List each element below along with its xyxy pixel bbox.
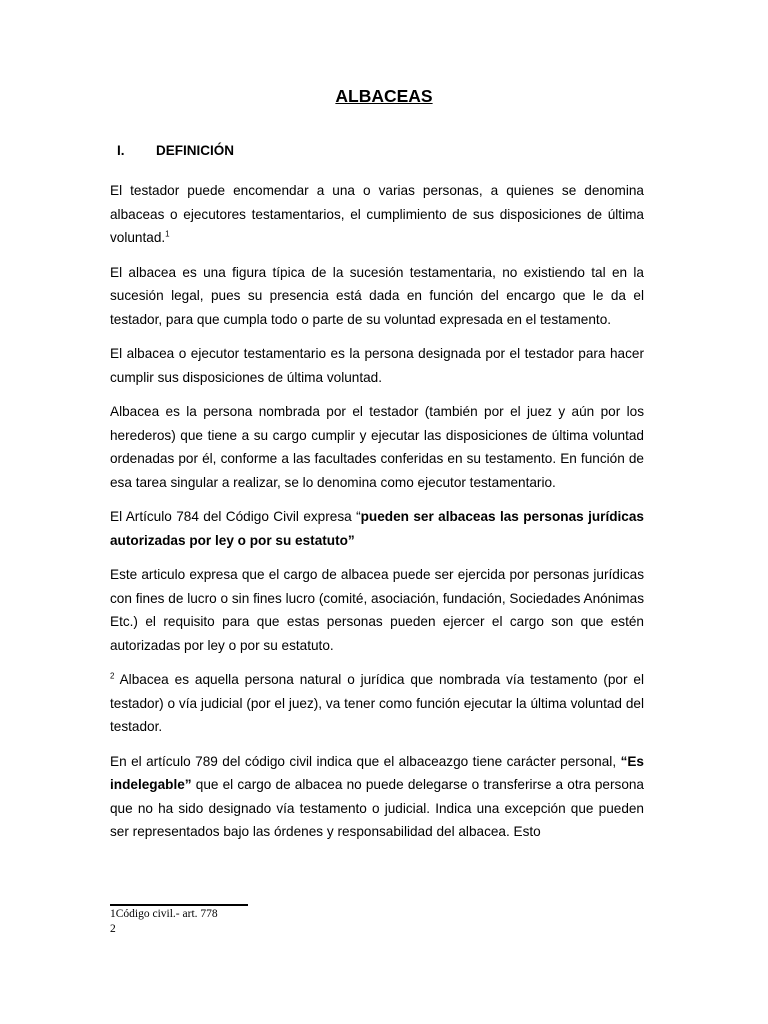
section-number: I.: [117, 143, 125, 158]
quoted-article-784: pueden ser albaceas las personas jurídicas autorizadas por ley o por su estatuto”: [110, 509, 644, 548]
footnote-divider: [110, 904, 248, 906]
section-title: DEFINICIÓN: [156, 143, 235, 158]
paragraph-8: En el artículo 789 del código civil indica que el albaceazgo tiene carácter personal, “Es indelegable” que el cargo de albacea no puede delegarse o transferirse a otra persona que no ha sido designado vía testamento o judicial. Indica una excepción que pueden ser representados bajo las órdenes y responsabilidad del albacea. Esto: [110, 753, 644, 839]
document-body: [110, 179, 644, 855]
paragraph-3: El albacea o ejecutor testamentario es la persona designada por el testador para hacer cumplir sus disposiciones de última voluntad.: [110, 346, 644, 385]
paragraph-5: El Artículo 784 del Código Civil expresa “pueden ser albaceas las personas jurídicas autorizadas por ley o por su estatuto”: [110, 509, 644, 548]
paragraph-1: El testador puede encomendar a una o varias personas, a quienes se denomina albaceas o ejecutores testamentarios, el cumplimiento de sus disposiciones de última voluntad.$^1$: [110, 183, 644, 245]
quoted-indelegable: “Es indelegable”: [110, 753, 644, 792]
footnote-2: 2: [110, 923, 116, 935]
footnote-1: 1Código civil.- art. 778: [110, 908, 218, 920]
footnotes: [110, 907, 218, 937]
paragraph-6: Este articulo expresa que el cargo de albacea puede ser ejercida por personas jurídicas con fines de lucro o sin fines lucro (comité, asociación, fundación, Sociedades Anónimas Etc.) el requisito para que estas personas pueden ejercer el cargo son que estén autorizadas por ley o por su estatuto.: [110, 567, 644, 653]
footnote-ref-1[interactable]: 1: [165, 229, 170, 239]
paragraph-2: El albacea es una figura típica de la sucesión testamentaria, no existiendo tal en la sucesión legal, pues su presencia está dada en función del encargo que le da el testador, para que cumpla todo o parte de su voluntad expresada en el testamento.: [110, 264, 644, 327]
paragraph-4: Albacea es la persona nombrada por el testador (también por el juez y aún por los herederos) que tiene a su cargo cumplir y ejecutar las disposiciones de última voluntad ordenadas por él, conforme a las facultades conferidas en su testamento. En función de esa tarea singular a realizar, se lo denomina como ejecutor testamentario.: [110, 404, 644, 490]
document-title: ALBACEAS: [335, 86, 433, 106]
section-heading: [117, 143, 234, 158]
footnote-ref-2[interactable]: 2: [110, 671, 115, 681]
paragraph-7: $^2$ Albacea es aquella persona natural o jurídica que nombrada vía testamento (por el testador) o vía judicial (por el juez), va tener como función ejecutar la última voluntad del testador.: [110, 671, 644, 734]
